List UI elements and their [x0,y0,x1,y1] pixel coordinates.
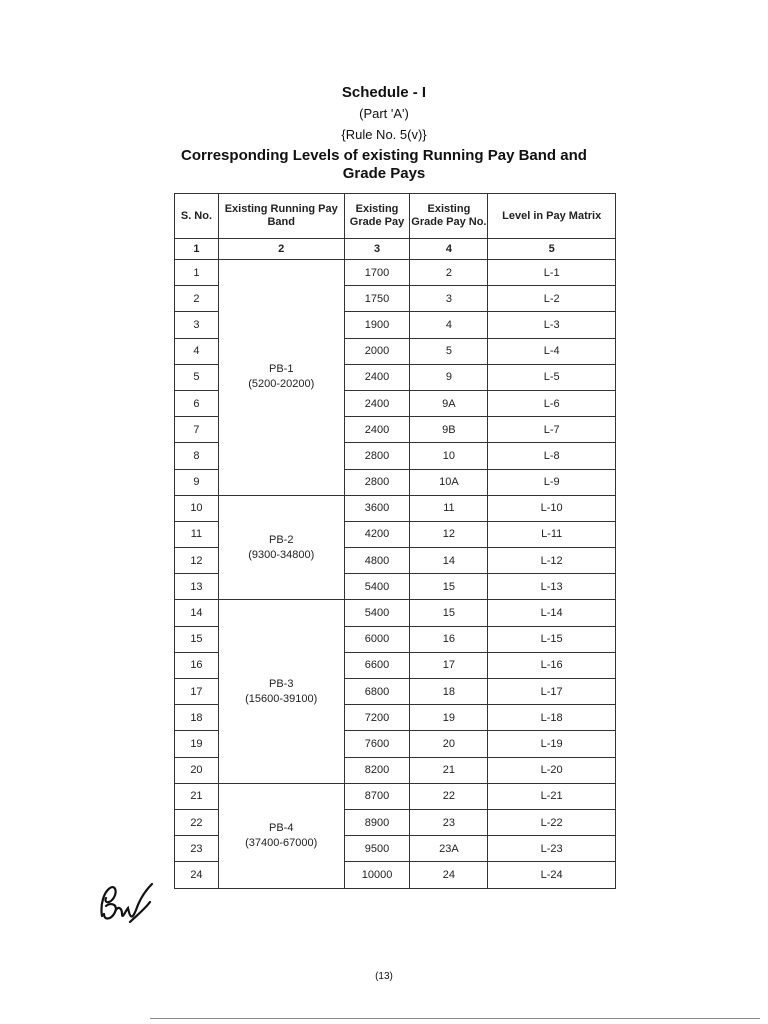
table-row [175,600,616,626]
cell-grade-pay: 1900 [344,312,410,338]
cell-grade-pay: 8900 [344,809,410,835]
cell-level: L-16 [488,652,616,678]
cell-grade-pay: 8700 [344,783,410,809]
signature-mark [96,880,160,932]
cell-level: L-1 [488,260,616,286]
cell-grade-pay: 7200 [344,705,410,731]
cell-grade-pay: 5400 [344,574,410,600]
cell-pay-band [218,260,344,496]
cell-level: L-11 [488,521,616,547]
column-number-row [175,239,616,260]
pay-band-range: (37400-67000) [245,836,318,849]
cell-level: L-24 [488,862,616,888]
cell-grade-pay-no: 15 [410,574,488,600]
cell-grade-pay: 2800 [344,469,410,495]
cell-grade-pay-no: 4 [410,312,488,338]
cell-sno: 4 [175,338,219,364]
cell-grade-pay: 4800 [344,548,410,574]
cell-grade-pay-no: 24 [410,862,488,888]
col-number: 3 [344,239,410,260]
cell-pay-band [218,495,344,600]
subtitle-line-1: Corresponding Levels of existing Running Pay Band and [181,147,587,164]
cell-grade-pay: 6600 [344,652,410,678]
cell-level: L-10 [488,495,616,521]
cell-level: L-4 [488,338,616,364]
pay-band-range: (9300-34800) [248,548,315,561]
cell-grade-pay-no: 12 [410,521,488,547]
cell-grade-pay: 2400 [344,390,410,416]
cell-level: L-17 [488,679,616,705]
pay-schedule-table [174,193,616,889]
pay-band-name: PB-2 [268,533,294,546]
title-block [0,84,768,183]
cell-sno: 9 [175,469,219,495]
cell-grade-pay: 2800 [344,443,410,469]
cell-level: L-18 [488,705,616,731]
col-header-sno: S. No. [175,194,219,239]
table-row [175,260,616,286]
cell-grade-pay: 4200 [344,521,410,547]
bottom-rule [150,1018,760,1019]
cell-level: L-15 [488,626,616,652]
cell-sno: 16 [175,652,219,678]
cell-grade-pay-no: 9A [410,390,488,416]
col-number: 5 [488,239,616,260]
part-label: (Part 'A') [359,106,409,121]
cell-grade-pay-no: 23A [410,836,488,862]
schedule-title: Schedule - I [341,84,427,101]
cell-sno: 22 [175,809,219,835]
table-row [175,783,616,809]
cell-grade-pay-no: 19 [410,705,488,731]
cell-level: L-23 [488,836,616,862]
col-header-pay-band: Existing Running Pay Band [218,194,344,239]
cell-level: L-7 [488,417,616,443]
cell-level: L-8 [488,443,616,469]
cell-sno: 17 [175,679,219,705]
cell-grade-pay: 10000 [344,862,410,888]
pay-band-range: (5200-20200) [248,378,315,391]
pay-band-name: PB-3 [268,677,294,690]
cell-sno: 12 [175,548,219,574]
page-number: (13) [375,971,393,982]
cell-grade-pay: 7600 [344,731,410,757]
cell-grade-pay-no: 14 [410,548,488,574]
cell-sno: 2 [175,286,219,312]
cell-grade-pay: 5400 [344,600,410,626]
cell-sno: 18 [175,705,219,731]
cell-sno: 11 [175,521,219,547]
cell-sno: 6 [175,390,219,416]
cell-level: L-5 [488,364,616,390]
cell-level: L-3 [488,312,616,338]
cell-level: L-12 [488,548,616,574]
cell-sno: 19 [175,731,219,757]
cell-level: L-6 [488,390,616,416]
table-row [175,495,616,521]
col-number: 2 [218,239,344,260]
cell-level: L-14 [488,600,616,626]
cell-grade-pay-no: 21 [410,757,488,783]
cell-grade-pay: 2000 [344,338,410,364]
cell-level: L-9 [488,469,616,495]
col-number: 1 [175,239,219,260]
cell-grade-pay-no: 10 [410,443,488,469]
cell-grade-pay: 6000 [344,626,410,652]
cell-pay-band [218,600,344,783]
cell-grade-pay: 6800 [344,679,410,705]
cell-sno: 14 [175,600,219,626]
cell-sno: 5 [175,364,219,390]
cell-level: L-19 [488,731,616,757]
cell-grade-pay-no: 18 [410,679,488,705]
cell-grade-pay-no: 11 [410,495,488,521]
cell-sno: 10 [175,495,219,521]
cell-grade-pay-no: 2 [410,260,488,286]
cell-sno: 20 [175,757,219,783]
cell-level: L-20 [488,757,616,783]
cell-grade-pay-no: 10A [410,469,488,495]
cell-grade-pay: 1750 [344,286,410,312]
col-header-grade-pay-no: Existing Grade Pay No. [410,194,488,239]
cell-sno: 13 [175,574,219,600]
cell-grade-pay-no: 22 [410,783,488,809]
cell-sno: 8 [175,443,219,469]
cell-grade-pay: 9500 [344,836,410,862]
cell-grade-pay-no: 23 [410,809,488,835]
cell-grade-pay: 2400 [344,417,410,443]
cell-level: L-2 [488,286,616,312]
cell-grade-pay: 8200 [344,757,410,783]
cell-grade-pay-no: 15 [410,600,488,626]
cell-grade-pay-no: 17 [410,652,488,678]
cell-grade-pay-no: 9 [410,364,488,390]
table-body [175,260,616,889]
cell-grade-pay: 1700 [344,260,410,286]
table-header-row [175,194,616,239]
rule-label: {Rule No. 5(v)} [341,127,427,142]
cell-grade-pay-no: 5 [410,338,488,364]
cell-grade-pay-no: 3 [410,286,488,312]
cell-level: L-22 [488,809,616,835]
cell-sno: 23 [175,836,219,862]
pay-band-name: PB-1 [268,363,294,376]
cell-sno: 7 [175,417,219,443]
cell-pay-band [218,783,344,888]
cell-grade-pay-no: 20 [410,731,488,757]
cell-grade-pay-no: 9B [410,417,488,443]
cell-sno: 3 [175,312,219,338]
cell-sno: 1 [175,260,219,286]
pay-band-range: (15600-39100) [245,692,318,705]
cell-sno: 15 [175,626,219,652]
pay-band-name: PB-4 [268,821,294,834]
cell-sno: 24 [175,862,219,888]
cell-grade-pay: 3600 [344,495,410,521]
col-number: 4 [410,239,488,260]
col-header-level: Level in Pay Matrix [488,194,616,239]
cell-level: L-13 [488,574,616,600]
cell-grade-pay: 2400 [344,364,410,390]
subtitle-line-2: Grade Pays [342,165,426,182]
col-header-grade-pay: Existing Grade Pay [344,194,410,239]
cell-grade-pay-no: 16 [410,626,488,652]
cell-level: L-21 [488,783,616,809]
cell-sno: 21 [175,783,219,809]
